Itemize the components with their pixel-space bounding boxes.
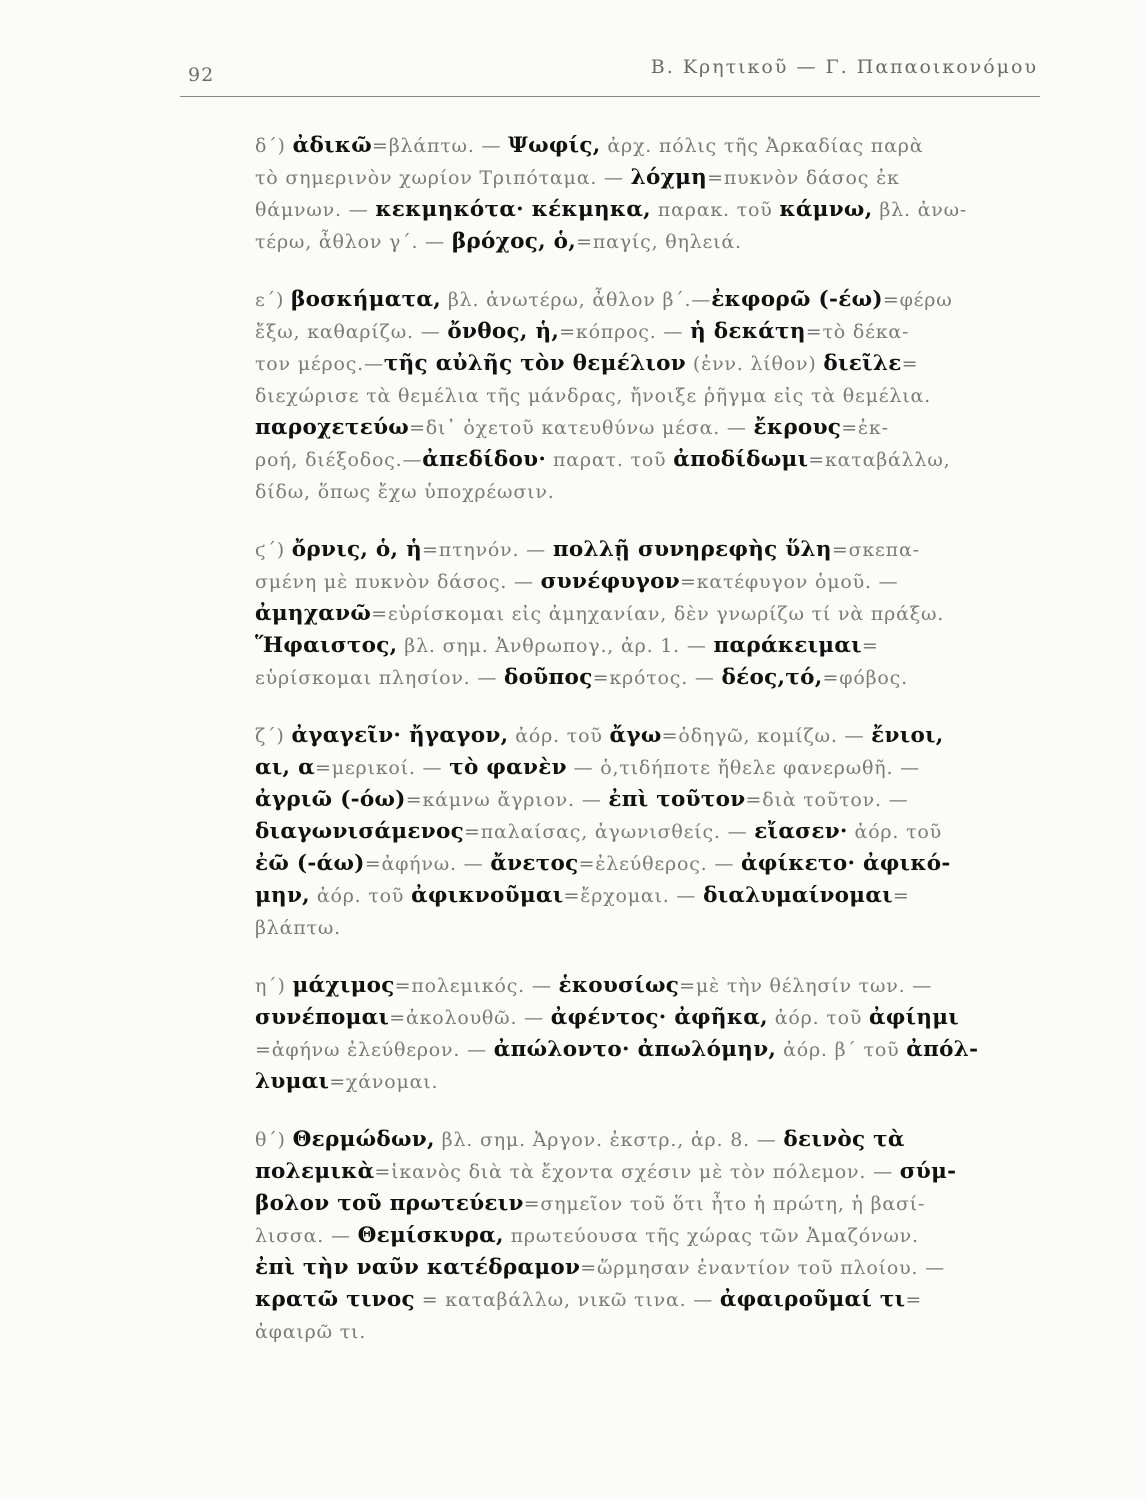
- text-line: [255, 720, 1047, 752]
- headword: ἀφίημι: [869, 1005, 960, 1030]
- headword: ἄνετος: [490, 851, 579, 876]
- text-line: [255, 912, 1047, 944]
- headword: βοσκήματα,: [291, 287, 441, 312]
- gloss-text: =πυκνὸν δάσος ἐκ: [707, 167, 900, 189]
- gloss-text: ἀόρ. τοῦ: [508, 725, 610, 747]
- headword: ἔνιοι,: [871, 723, 944, 748]
- headword: ἐπὶ τὴν ναῦν κατέδραμον: [255, 1255, 581, 1280]
- text-line: [255, 1316, 1047, 1348]
- gloss-text: δίδω, ὅπως ἔχω ὑποχρέωσιν.: [255, 481, 555, 503]
- headword: μην,: [255, 883, 310, 908]
- text-line: [255, 784, 1047, 816]
- text-line: [255, 534, 1047, 566]
- note-section: [255, 130, 1047, 258]
- gloss-text: διεχώρισε τὰ θεμέλια τῆς μάνδρας, ἤνοιξε ῥῆγμα εἰς τὰ θεμέλια.: [255, 385, 931, 407]
- gloss-text: βλ. ἀνωτέρω, ἆθλον β΄.—: [441, 289, 712, 311]
- gloss-text: βλ. σημ. Ἀργον. ἐκστρ., ἀρ. 8. —: [434, 1129, 784, 1151]
- text-line: [255, 1034, 1047, 1066]
- headword: ἀγριῶ (-όω): [255, 787, 406, 812]
- text-line: [255, 444, 1047, 476]
- text-line: [255, 752, 1047, 784]
- gloss-text: σμένη μὲ πυκνὸν δάσος. —: [255, 571, 541, 593]
- gloss-text: = καταβάλλω, νικῶ τινα. —: [414, 1289, 720, 1311]
- headword: ἀγαγεῖν· ἤγαγον,: [291, 723, 509, 748]
- gloss-text: — ὁ,τιδήποτε ἤθελε φανερωθῆ. —: [566, 757, 920, 779]
- headword: πολλῇ συνηρεφὴς ὕλη: [552, 537, 832, 562]
- headword: ἐπὶ τοῦτον: [608, 787, 746, 812]
- gloss-text: =κόπρος. —: [559, 321, 691, 343]
- headword: σύμ-: [899, 1159, 957, 1184]
- gloss-text: =ὁδηγῶ, κομίζω. —: [661, 725, 872, 747]
- headword: λόχμη: [630, 165, 708, 190]
- gloss-text: παρατ. τοῦ: [546, 449, 674, 471]
- headword: διαλυμαίνομαι: [703, 883, 893, 908]
- gloss-text: =χάνομαι.: [329, 1071, 439, 1093]
- gloss-text: βλ. ἀνω-: [872, 199, 968, 221]
- text-line: [255, 284, 1047, 316]
- gloss-text: =παλαίσας, ἀγωνισθείς. —: [464, 821, 755, 843]
- headword: Θεμίσκυρα,: [357, 1223, 504, 1248]
- headword: ἔκρους: [753, 415, 842, 440]
- text-line: [255, 194, 1047, 226]
- note-section: [255, 1124, 1047, 1348]
- headword: δέος,τό,: [721, 665, 823, 690]
- headword: ἡ δεκάτη: [690, 319, 806, 344]
- text-line: [255, 566, 1047, 598]
- page-number: 92: [188, 64, 215, 86]
- gloss-text: =εὑρίσκομαι εἰς ἀμηχανίαν, δὲν γνωρίζω τί νὰ πράξω.: [371, 603, 945, 625]
- glossary-notes: [255, 130, 1047, 1374]
- gloss-text: =: [901, 353, 919, 375]
- headword: ἀπώλοντο· ἀπωλόμην,: [493, 1037, 777, 1062]
- header-rule: [180, 96, 1040, 97]
- gloss-text: θ΄): [255, 1129, 293, 1151]
- headword: δεινὸς τὰ: [783, 1127, 905, 1152]
- gloss-text: θάμνων. —: [255, 199, 376, 221]
- gloss-text: τὸ σημερινὸν χωρίον Τριπόταμα. —: [255, 167, 631, 189]
- headword: ὄνθος, ἡ,: [447, 319, 560, 344]
- gloss-text: =ἀφήνω ἐλεύθερον. —: [255, 1039, 494, 1061]
- gloss-text: βλ. σημ. Ἀνθρωπογ., ἀρ. 1. —: [397, 635, 714, 657]
- gloss-text: =πτηνόν. —: [422, 539, 553, 561]
- text-line: [255, 970, 1047, 1002]
- headword: δοῦπος: [504, 665, 593, 690]
- headword: ἀδικῶ: [292, 133, 372, 158]
- headword: λυμαι: [255, 1069, 330, 1094]
- gloss-text: =: [861, 635, 879, 657]
- headword: ἀφίκετο· ἀφικό-: [740, 851, 951, 876]
- gloss-text: =βλάπτω. —: [371, 135, 509, 157]
- headword: παροχετεύω: [255, 415, 410, 440]
- gloss-text: =κρότος. —: [592, 667, 722, 689]
- gloss-text: ϛ΄): [255, 539, 292, 561]
- gloss-text: (ἐνν. λίθον): [686, 353, 824, 375]
- headword: βρόχος, ὁ,: [451, 229, 577, 254]
- gloss-text: =φόβος.: [822, 667, 908, 689]
- gloss-text: =καταβάλλω,: [808, 449, 951, 471]
- note-section: [255, 284, 1047, 508]
- text-line: [255, 412, 1047, 444]
- gloss-text: τέρω, ἆθλον γ΄. —: [255, 231, 452, 253]
- running-head: Β. Κρητικοῦ — Γ. Παπαοικονόμου: [650, 56, 1038, 78]
- text-line: [255, 1156, 1047, 1188]
- gloss-text: =σκεπα-: [831, 539, 920, 561]
- headword: ἀπεδίδου·: [422, 447, 547, 472]
- gloss-text: παρακ. τοῦ: [650, 199, 780, 221]
- text-line: [255, 598, 1047, 630]
- gloss-text: ἀφαιρῶ τι.: [255, 1321, 367, 1343]
- text-line: [255, 880, 1047, 912]
- gloss-text: ἀόρ. τοῦ: [309, 885, 412, 907]
- headword: συνέφυγον: [540, 569, 680, 594]
- gloss-text: βλάπτω.: [255, 917, 341, 939]
- gloss-text: η΄): [255, 975, 293, 997]
- gloss-text: ἀόρ. τοῦ: [847, 821, 942, 843]
- text-line: [255, 476, 1047, 508]
- headword: Ἥφαιστος,: [255, 633, 398, 658]
- headword: διαγωνισάμενος: [255, 819, 465, 844]
- gloss-text: =διὰ τοῦτον. —: [745, 789, 909, 811]
- headword: πολεμικὰ: [255, 1159, 375, 1184]
- gloss-text: =φέρω: [882, 289, 953, 311]
- headword: Ψωφίς,: [508, 133, 601, 158]
- headword: ἄγω: [609, 723, 662, 748]
- text-line: [255, 162, 1047, 194]
- gloss-text: δ΄): [255, 135, 293, 157]
- headword: αι, α: [255, 755, 315, 780]
- text-line: [255, 1284, 1047, 1316]
- text-line: [255, 130, 1047, 162]
- gloss-text: =: [905, 1289, 923, 1311]
- text-line: [255, 380, 1047, 412]
- text-line: [255, 1066, 1047, 1098]
- headword: κρατῶ τινος: [255, 1287, 415, 1312]
- headword: τῆς αὐλῆς τὸν θεμέλιον: [383, 351, 687, 376]
- gloss-text: τον μέρος.—: [255, 353, 384, 375]
- gloss-text: =κάμνω ἄγριον. —: [405, 789, 609, 811]
- gloss-text: =πολεμικός. —: [394, 975, 559, 997]
- gloss-text: =σημεῖον τοῦ ὅτι ἦτο ἡ πρώτη, ἡ βασί-: [523, 1193, 926, 1215]
- text-line: [255, 816, 1047, 848]
- gloss-text: λισσα. —: [255, 1225, 358, 1247]
- headword: ἑκουσίως: [558, 973, 680, 998]
- gloss-text: =δι᾽ ὀχετοῦ κατευθύνω μέσα. —: [409, 417, 754, 439]
- text-line: [255, 316, 1047, 348]
- gloss-text: ζ΄): [255, 725, 292, 747]
- headword: ἀπόλ-: [906, 1037, 979, 1062]
- gloss-text: =ἀκολουθῶ. —: [389, 1007, 551, 1029]
- gloss-text: ἔξω, καθαρίζω. —: [255, 321, 448, 343]
- gloss-text: ροή, διέξοδος.—: [255, 449, 423, 471]
- headword: συνέπομαι: [255, 1005, 390, 1030]
- headword: ἐκφορῶ (-έω): [711, 287, 883, 312]
- note-section: [255, 534, 1047, 694]
- gloss-text: =ὥρμησαν ἐναντίον τοῦ πλοίου. —: [580, 1257, 945, 1279]
- headword: Θερμώδων,: [292, 1127, 435, 1152]
- text-line: [255, 1220, 1047, 1252]
- gloss-text: =ἀφήνω. —: [364, 853, 491, 875]
- gloss-text: =μὲ τὴν θέλησίν των. —: [679, 975, 933, 997]
- text-line: [255, 848, 1047, 880]
- headword: κεκμηκότα· κέκμηκα,: [375, 197, 651, 222]
- gloss-text: =μερικοί. —: [314, 757, 450, 779]
- gloss-text: =ἐλεύθερος. —: [578, 853, 741, 875]
- headword: διεῖλε: [823, 351, 902, 376]
- headword: ἐῶ (-άω): [255, 851, 365, 876]
- gloss-text: ἀόρ. τοῦ: [767, 1007, 870, 1029]
- text-line: [255, 226, 1047, 258]
- gloss-text: ἀρχ. πόλις τῆς Ἀρκαδίας παρὰ: [600, 135, 924, 157]
- text-line: [255, 630, 1047, 662]
- text-line: [255, 1188, 1047, 1220]
- gloss-text: =παγίς, θηλειά.: [576, 231, 742, 253]
- headword: ἀμηχανῶ: [255, 601, 372, 626]
- headword: παράκειμαι: [713, 633, 862, 658]
- headword: τὸ φανὲν: [449, 755, 567, 780]
- text-line: [255, 1252, 1047, 1284]
- headword: ἀφαιροῦμαί τι: [719, 1287, 906, 1312]
- headword: βολον τοῦ πρωτεύειν: [255, 1191, 524, 1216]
- note-section: [255, 970, 1047, 1098]
- note-section: [255, 720, 1047, 944]
- headword: μάχιμος: [292, 973, 395, 998]
- headword: ἀποδίδωμι: [673, 447, 809, 472]
- gloss-text: πρωτεύουσα τῆς χώρας τῶν Ἀμαζόνων.: [503, 1225, 919, 1247]
- gloss-text: =κατέφυγον ὁμοῦ. —: [679, 571, 899, 593]
- text-line: [255, 1002, 1047, 1034]
- headword: εἴασεν·: [754, 819, 848, 844]
- text-line: [255, 662, 1047, 694]
- gloss-text: ε΄): [255, 289, 291, 311]
- gloss-text: =: [892, 885, 910, 907]
- headword: ἀφικνοῦμαι: [411, 883, 564, 908]
- gloss-text: =ἔρχομαι. —: [563, 885, 704, 907]
- gloss-text: =ἐκ-: [841, 417, 889, 439]
- text-line: [255, 348, 1047, 380]
- gloss-text: =ἱκανὸς διὰ τὰ ἔχοντα σχέσιν μὲ τὸν πόλεμον. —: [374, 1161, 900, 1183]
- gloss-text: =τὸ δέκα-: [805, 321, 910, 343]
- headword: κάμνω,: [779, 197, 873, 222]
- headword: ἀφέντος· ἀφῆκα,: [550, 1005, 768, 1030]
- text-line: [255, 1124, 1047, 1156]
- gloss-text: ἀόρ. β΄ τοῦ: [776, 1039, 907, 1061]
- gloss-text: εὑρίσκομαι πλησίον. —: [255, 667, 505, 689]
- headword: ὄρνις, ὁ, ἡ: [291, 537, 423, 562]
